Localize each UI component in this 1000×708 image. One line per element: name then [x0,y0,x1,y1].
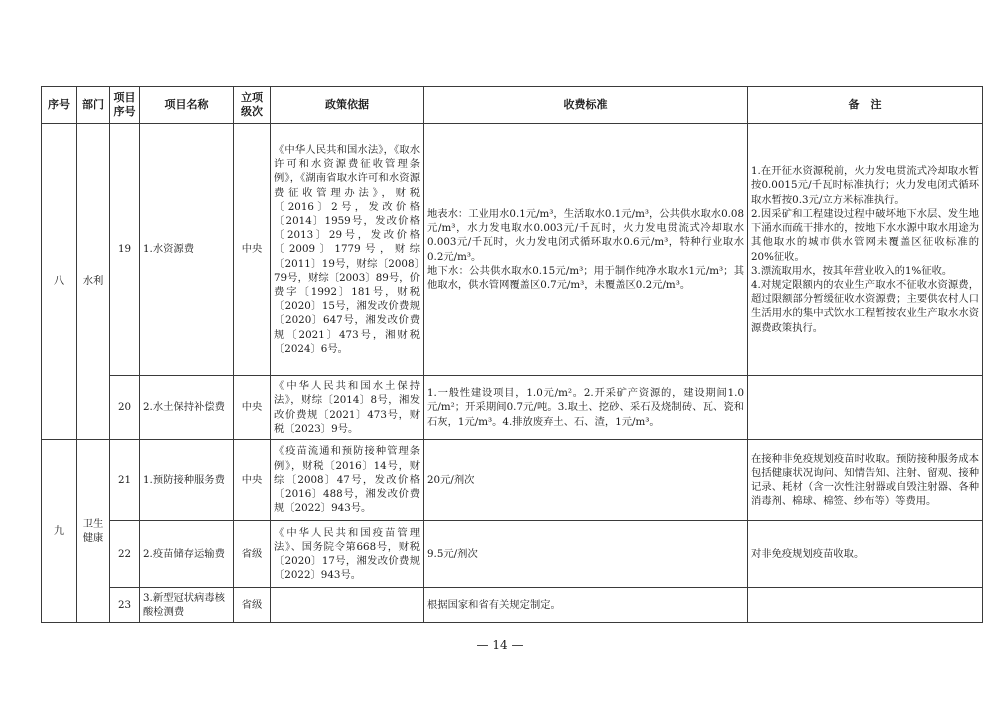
cell-dept: 水利 [77,124,110,440]
cell-remarks [748,124,983,376]
cell-remarks [748,588,983,623]
cell-item-seq: 20 [110,376,140,440]
cell-dept: 卫生健康 [77,440,110,623]
header-remarks: 备 注 [748,87,983,124]
header-level: 立项级次 [234,87,271,124]
cell-item-name: 2.水土保持补偿费 [140,376,234,440]
header-seq: 序号 [42,87,77,124]
page-number: — 14 — [476,638,524,652]
header-dept: 部门 [77,87,110,124]
remark-line: 在接种非免疫规划疫苗时收取。预防接种服务成本包括健康状况询问、知情告知、注射、留观、接种记录、耗材（含一次性注射器或自毁注射器、各种消毒剂、棉球、棉签、纱布等）等费用。 [751,452,979,508]
remark-line: 4.对规定限额内的农业生产取水不征收水资源费，超过限额部分暂缓征收水资源费；主要供农村人口生活用水的集中式饮水工程暂按农业生产取水水资源费政策执行。 [751,278,979,334]
cell-seq: 九 [42,440,77,623]
cell-level: 省级 [234,521,271,588]
cell-level: 省级 [234,588,271,623]
cell-policy: 《疫苗流通和预防接种管理条例》，财税〔2016〕14号，财综〔2008〕47号，发改价格〔2016〕488号，湘发改价费规〔2022〕943号。 [271,440,424,521]
cell-item-name: 1.预防接种服务费 [140,440,234,521]
cell-item-seq: 23 [110,588,140,623]
cell-standard [424,521,748,588]
standard-line: 地下水：公共供水取水0.15元/m³；用于制作纯净水取水1元/m³；其他取水，供水管网覆盖区0.7元/m³，未覆盖区0.2元/m³。 [427,264,744,291]
cell-remarks [748,440,983,521]
table-row [42,588,983,623]
table-row [42,440,983,521]
cell-standard [424,588,748,623]
standard-line: 9.5元/剂次 [427,547,478,560]
header-item-name: 项目名称 [140,87,234,124]
cell-policy: 《中华人民共和国水法》，《取水许可和水资源费征收管理条例》，《湖南省取水许可和水资源费征收管理办法》，财税〔2016〕2号，发改价格〔2014〕1959号，发改价格〔2013〕29号，发改价格〔2009〕1779号，财综〔2011〕19号，财综〔2008〕79号，财综〔2003〕89号，价费字〔1992〕181号，财税〔2020〕15号，湘发改价费规〔2020〕647号，湘发改价费规〔2021〕473号，湘财税〔2024〕6号。 [271,124,424,376]
cell-policy [271,588,424,623]
standard-line: 地表水：工业用水0.1元/m³，生活取水0.1元/m³，公共供水取水0.08元/m³，水力发电取水0.003元/千瓦时，火力发电贯流式冷却取水0.003元/千瓦时，火力发电闭式循环取水0.6元/m³，特种行业取水0.2元/m³。 [427,207,744,263]
cell-level: 中央 [234,124,271,376]
cell-standard [424,376,748,440]
cell-standard [424,124,748,376]
cell-policy: 《中华人民共和国疫苗管理法》、国务院令第668号，财税〔2020〕17号，湘发改价费规〔2022〕943号。 [271,521,424,588]
standard-line: 1.一般性建设项目，1.0元/m²。2.开采矿产资源的，建设期间1.0元/m²；开采期间0.7元/吨。3.取土、挖砂、采石及烧制砖、瓦、瓷和石灰，1元/m³。4.排放废弃土、石、渣，1元/m³。 [427,387,744,428]
cell-item-seq: 22 [110,521,140,588]
header-policy: 政策依据 [271,87,424,124]
table-header-row [42,87,983,124]
remark-line: 对非免疫规划疫苗收取。 [751,547,865,560]
table-row [42,521,983,588]
cell-item-seq: 19 [110,124,140,376]
cell-item-seq: 21 [110,440,140,521]
header-item-seq: 项目序号 [110,87,140,124]
cell-policy: 《中华人民共和国水土保持法》，财综〔2014〕8号，湘发改价费规〔2021〕473号，财税〔2023〕9号。 [271,376,424,440]
standard-line: 20元/剂次 [427,473,475,486]
standard-line: 根据国家和省有关规定制定。 [427,598,561,611]
fee-table [41,86,983,623]
cell-item-name: 1.水资源费 [140,124,234,376]
header-standard: 收费标准 [424,87,748,124]
cell-remarks [748,376,983,440]
table-row [42,376,983,440]
cell-level: 中央 [234,440,271,521]
cell-standard [424,440,748,521]
remark-line: 3.漂流取用水，按其年营业收入的1%征收。 [751,264,953,277]
cell-item-name: 3.新型冠状病毒核酸检测费 [140,588,234,623]
remark-line: 2.因采矿和工程建设过程中破坏地下水层、发生地下涌水而疏干排水的，按地下水水源中取水用途为其他取水的城市供水管网未覆盖区征收标准的20%征收。 [751,207,979,263]
cell-item-name: 2.疫苗储存运输费 [140,521,234,588]
cell-remarks [748,521,983,588]
remark-line: 1.在开征水资源税前，火力发电贯流式冷却取水暂按0.0015元/千瓦时标准执行；火力发电闭式循环取水暂按0.3元/立方米标准执行。 [751,165,979,206]
cell-seq: 八 [42,124,77,440]
table-row [42,124,983,376]
cell-level: 中央 [234,376,271,440]
